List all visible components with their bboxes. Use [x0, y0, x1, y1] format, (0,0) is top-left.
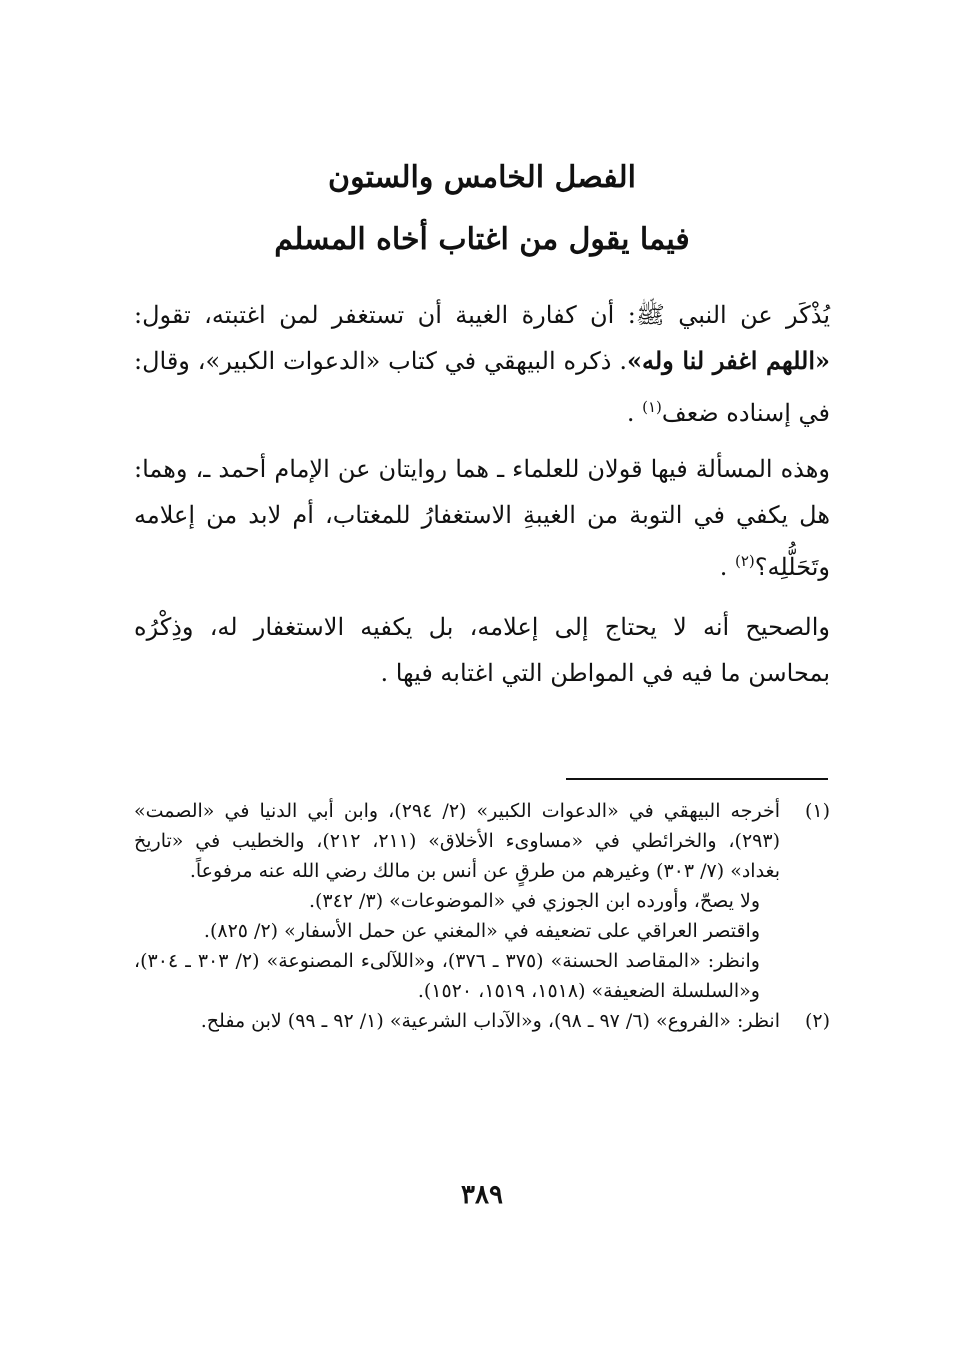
page-number: ٣٨٩ — [461, 1180, 503, 1210]
footnotes — [134, 796, 830, 1036]
footnote-1-line: أخرجه البيهقي في «الدعوات الكبير» (٢/ ٢٩٤)، وابن أبي الدنيا في «الصمت» (٢٩٣)، والخرائطي في «مساوىء الأخلاق» (٢١١، ٢١٢)، والخطيب في «تاريخ بغداد» (٧/ ٣٠٣) وغيرهم من طرقٍ عن أنس بن مالك رضي الله عنه مرفوعاً. — [134, 800, 781, 882]
footnote-1 — [134, 796, 830, 1006]
paragraph-2-end: . — [719, 553, 735, 581]
paragraph-2-text: وهذه المسألة فيها قولان للعلماء ـ هما روايتان عن الإمام أحمد ـ، وهما: هل يكفي في التوبة من الغيبةِ الاستغفارُ للمغتاب، أم لابد من إعلامه وتَحَلُّلِه؟ — [134, 455, 830, 581]
footnote-ref-1[interactable]: (١) — [642, 398, 662, 416]
dua-text: «اللهم اغفر لنا وله» — [626, 346, 831, 375]
chapter-subtitle: فيما يقول من اغتاب أخاه المسلم — [274, 222, 690, 257]
paragraph-3-text: والصحيح أنه لا يحتاج إلى إعلامه، بل يكفيه الاستغفار له، وذِكْرُه بمحاسن ما فيه في المواطن التي اغتابه فيها . — [134, 613, 830, 687]
paragraph-1-end: . — [626, 399, 643, 427]
paragraph-3 — [134, 604, 830, 696]
paragraph-2 — [134, 446, 830, 590]
footnote-2-number: (٢) — [804, 1010, 830, 1032]
paragraph-1-text-after: . ذكره البيهقي في كتاب «الدعوات الكبير»، وقال: في إسناده ضعف — [134, 347, 830, 427]
chapter-title: الفصل الخامس والستون — [328, 160, 636, 195]
footnote-1-line: ولا يصحّ، وأورده ابن الجوزي في «الموضوعات» (٣/ ٣٤٢). — [308, 890, 760, 912]
footnote-1-line: وانظر: «المقاصد الحسنة» (٣٧٥ ـ ٣٧٦)، و«اللآلىء المصنوعة» (٢/ ٣٠٣ ـ ٣٠٤)، و«السلسلة الضعيفة» (١٥١٨، ١٥١٩، ١٥٢٠). — [134, 950, 760, 1002]
footnote-1-line: واقتصر العراقي على تضعيفه في «المغني عن حمل الأسفار» (٢/ ٨٢٥). — [203, 920, 760, 942]
footnote-2 — [134, 1006, 830, 1036]
paragraph-1-text-before: يُذْكَر عن النبي ﷺ: أن كفارة الغيبة أن تستغفر لمن اغتبته، تقول: — [134, 301, 830, 329]
footnote-1-number: (١) — [804, 800, 830, 822]
footnote-2-line: انظر: «الفروع» (٦/ ٩٧ ـ ٩٨)، و«الآداب الشرعية» (١/ ٩٢ ـ ٩٩) لابن مفلح. — [200, 1010, 780, 1032]
paragraph-1 — [134, 292, 830, 436]
footnote-ref-2[interactable]: (٢) — [734, 552, 755, 570]
footnote-separator — [566, 778, 828, 780]
